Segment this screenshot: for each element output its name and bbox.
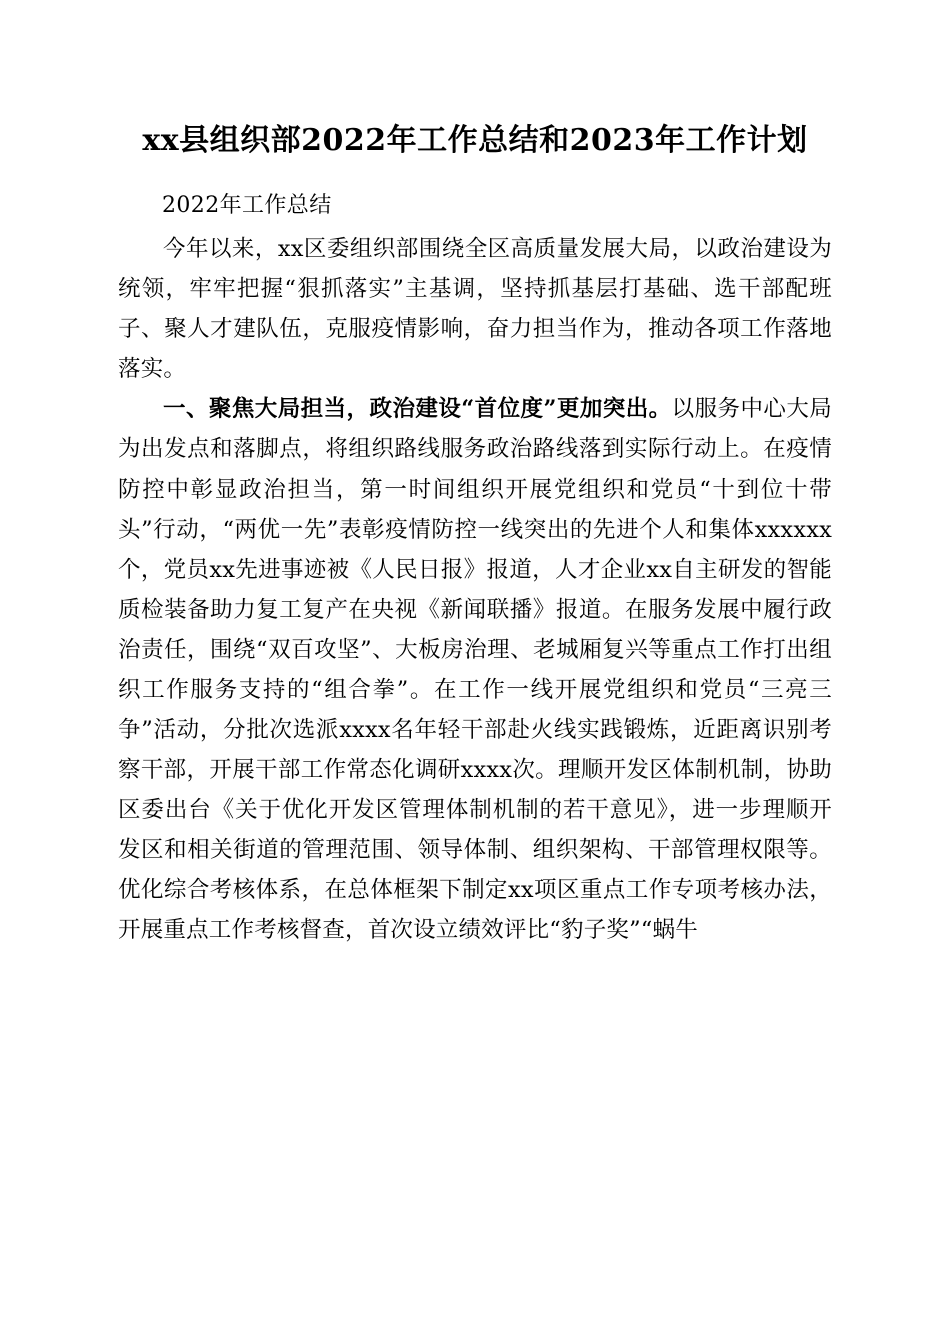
paragraph-2 <box>118 389 832 950</box>
paragraph-2-lead: 一、聚焦大局担当，政治建设“首位度”更加突出。 <box>163 396 672 423</box>
section-subtitle: 2022年工作总结 <box>162 193 332 219</box>
paragraph-2-body: 以服务中心大局为出发点和落脚点，将组织路线服务政治路线落到实际行动上。在疫情防控中彰显政治担当，第一时间组织开展党组织和党员“十到位十带头”行动，“两优一先”表彰疫情防控一线突出的先进个人和集体xxxxxx个，党员xx先进事迹被《人民日报》报道，人才企业xx自主研发的智能质检装备助力复工复产在央视《新闻联播》报道。在服务发展中履行政治责任，围绕“双百攻坚”、大板房治理、老城厢复兴等重点工作打出组织工作服务支持的“组合拳”。在工作一线开展党组织和党员“三亮三争”活动，分批次选派xxxx名年轻干部赴火线实践锻炼，近距离识别考察干部，开展干部工作常态化调研xxxx次。理顺开发区体制机制，协助区委出台《关于优化开发区管理体制机制的若干意见》，进一步理顺开发区和相关街道的管理范围、领导体制、组织架构、干部管理权限等。优化综合考核体系，在总体框架下制定xx项区重点工作专项考核办法，开展重点工作考核督查，首次设立绩效评比“豹子奖”“蜗牛 <box>118 396 832 944</box>
page-title: xx县组织部2022年工作总结和2023年工作计划 <box>142 123 808 158</box>
paragraph-1: 今年以来，xx区委组织部围绕全区高质量发展大局，以政治建设为统领，牢牢把握“狠抓落实”主基调，坚持抓基层打基础、选干部配班子、聚人才建队伍，克服疫情影响，奋力担当作为，推动各项工作落地落实。 <box>118 236 832 383</box>
